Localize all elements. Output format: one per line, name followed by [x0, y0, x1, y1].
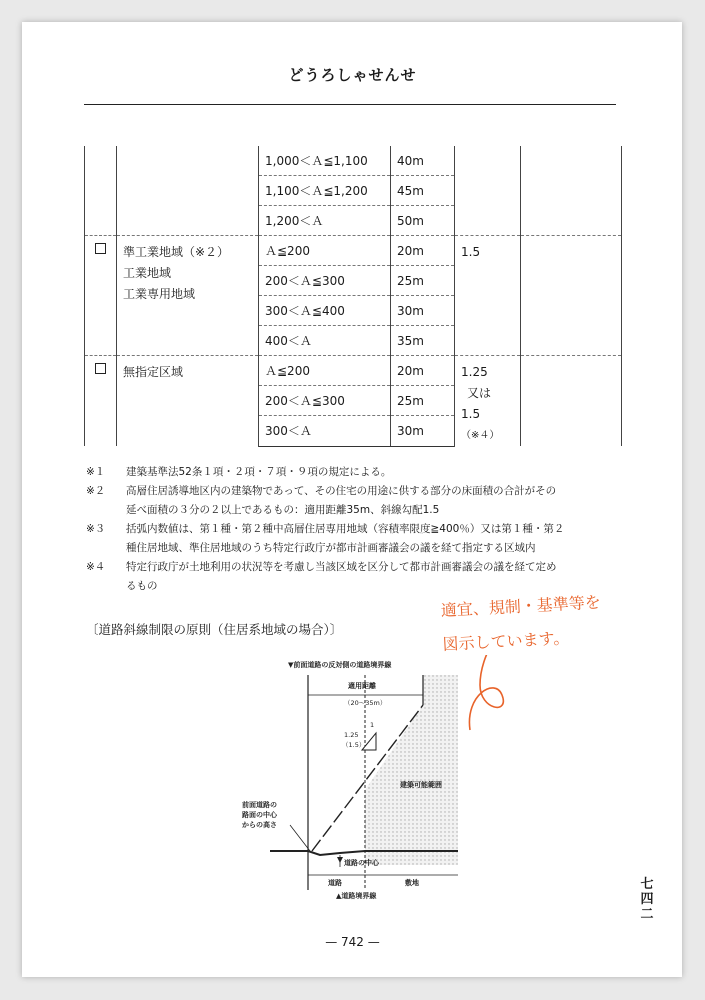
footnote-mark: ※１ [86, 466, 106, 478]
zone-label: 工業専用地域 [123, 287, 196, 301]
distance-cell: 30m [391, 416, 455, 446]
area-cell: 300＜Ａ≦400 [259, 296, 391, 326]
table-row [85, 146, 622, 176]
area-cell: 1,100＜Ａ≦1,200 [259, 176, 391, 206]
distance-cell: 20m [391, 236, 455, 266]
label-height-3: からの高さ [242, 821, 277, 829]
header-rule [84, 104, 616, 105]
zone-label: 準工業地域（※２） [123, 245, 230, 259]
zone-cell [117, 356, 259, 447]
footnote [86, 463, 626, 482]
label-slope-one: 1 [370, 721, 375, 729]
label-road-center: 道路の中心 [344, 859, 379, 867]
label-distance-range: （20～35m） [344, 699, 387, 707]
area-cell: Ａ≦200 [259, 236, 391, 266]
distance-cell: 25m [391, 386, 455, 416]
coef-cell: 1.5 [455, 236, 521, 356]
table-cell [117, 146, 259, 236]
page-number: — 742 — [325, 935, 380, 949]
distance-cell: 30m [391, 296, 455, 326]
figure-caption: 〔道路斜線制限の原則（住居系地域の場合）〕 [86, 622, 343, 637]
distance-cell: 50m [391, 206, 455, 236]
footnote-mark: ※４ [86, 561, 106, 573]
area-cell: 400＜Ａ [259, 326, 391, 356]
checkbox-icon[interactable] [95, 243, 106, 254]
distance-cell: 25m [391, 266, 455, 296]
label-height-1: 前面道路の [242, 801, 277, 809]
header-title: どうろしゃせんせ [288, 66, 417, 84]
area-cell: 300＜Ａ [259, 416, 391, 446]
setback-table [84, 146, 622, 447]
checkbox-cell [85, 356, 117, 447]
road-setback-diagram [240, 655, 660, 905]
label-road: 道路 [328, 879, 342, 887]
handwritten-note [440, 582, 673, 662]
footnote [86, 520, 626, 558]
coef-line: 1.25 [461, 365, 488, 379]
coef-line: （※４） [461, 430, 500, 441]
footnote-text: 高層住居誘導地区内の建築物であって、その住宅の用途に供する部分の床面積の合計がその 延べ面積の３分の２以上であるもの：適用距離35m、斜線勾配1.5 [126, 485, 557, 516]
footnote-mark: ※２ [86, 485, 106, 497]
footnote-text: 括弧内数値は、第１種・第２種中高層住居専用地域（容積率限度≧400％）又は第１種・第２ 種住居地域、準住居地域のうち特定行政庁が都市計画審議会の議を経て指定する区域内 [126, 523, 565, 554]
table-row [85, 236, 622, 266]
label-slope-alt: （1.5） [342, 741, 366, 749]
zone-cell [117, 236, 259, 356]
table-cell [521, 236, 622, 356]
zone-label: 無指定区域 [123, 365, 184, 379]
area-cell: 200＜Ａ≦300 [259, 386, 391, 416]
table-cell [521, 356, 622, 447]
label-boundary: ▲道路境界線 [336, 892, 377, 900]
side-page-number: 七四二 [640, 877, 654, 922]
handnote-line: 図示しています。 [442, 628, 570, 654]
label-height-2: 路面の中心 [242, 811, 277, 819]
footnote-text: 建築基準法52条１項・２項・７項・９項の規定による。 [126, 466, 392, 478]
checkbox-cell [85, 236, 117, 356]
table-cell [521, 146, 622, 236]
area-cell: 1,200＜Ａ [259, 206, 391, 236]
distance-cell: 35m [391, 326, 455, 356]
handnote-line: 適宜、規制・基準等を [440, 592, 602, 620]
coef-line: 又は [467, 386, 492, 400]
footnote-mark: ※３ [86, 523, 106, 535]
label-top: ▼前面道路の反対側の道路境界線 [288, 661, 392, 669]
coef-line: 1.5 [461, 407, 481, 421]
distance-cell: 20m [391, 356, 455, 386]
arrow-icon [469, 655, 505, 730]
checkbox-icon[interactable] [95, 363, 106, 374]
label-slope: 1.25 [344, 731, 359, 739]
area-cell: Ａ≦200 [259, 356, 391, 386]
leader-line [290, 825, 310, 851]
footnote-text: 特定行政庁が土地利用の状況等を考慮し当該区域を区分して都市計画審議会の議を経て定め るもの [126, 561, 557, 592]
label-distance: 適用距離 [348, 682, 376, 690]
label-site: 敷地 [405, 879, 419, 887]
table-cell [85, 146, 117, 236]
footnote [86, 482, 626, 520]
area-cell: 200＜Ａ≦300 [259, 266, 391, 296]
zone-label: 工業地域 [123, 266, 172, 280]
distance-cell: 45m [391, 176, 455, 206]
label-buildable: 建築可能範囲 [400, 781, 442, 789]
coef-cell [455, 356, 521, 447]
distance-cell: 40m [391, 146, 455, 176]
table-row [85, 356, 622, 386]
footnotes [86, 463, 626, 596]
area-cell: 1,000＜Ａ≦1,100 [259, 146, 391, 176]
table-cell [455, 146, 521, 236]
